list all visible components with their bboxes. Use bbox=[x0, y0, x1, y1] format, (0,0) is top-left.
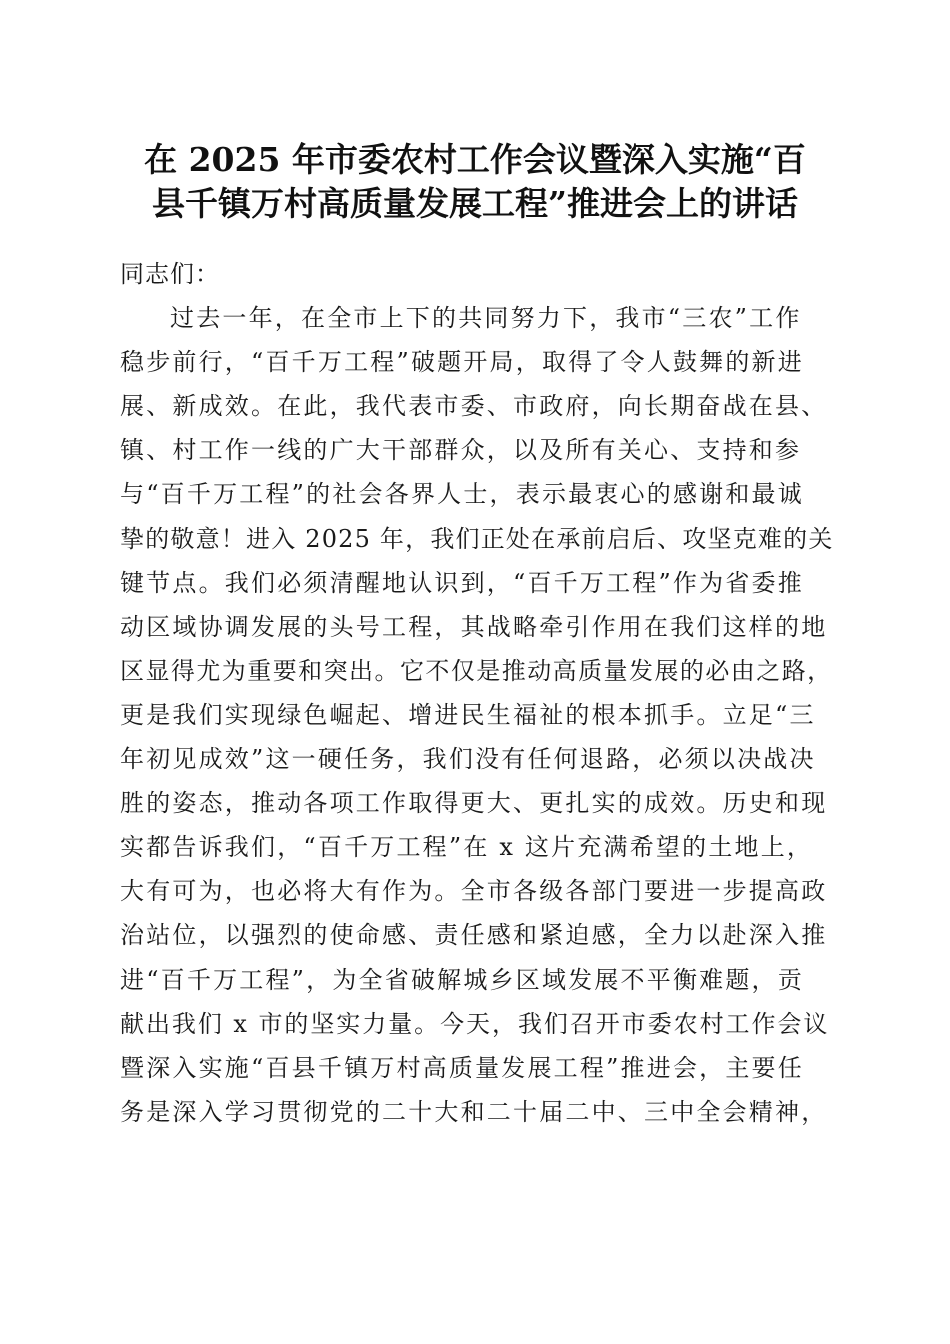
paragraph-line: 实都告诉我们，“百千万工程”在 x 这片充满希望的土地上， bbox=[120, 833, 814, 862]
paragraph-line: 胜的姿态，推动各项工作取得更大、更扎实的成效。历史和现 bbox=[120, 789, 828, 818]
document-title bbox=[100, 138, 850, 226]
paragraph-line: 与“百千万工程”的社会各界人士，表示最衷心的感谢和最诚 bbox=[120, 480, 804, 509]
paragraph-line: 治站位，以强烈的使命感、责任感和紧迫感，全力以赴深入推 bbox=[120, 921, 828, 950]
paragraph-line: 展、新成效。在此，我代表市委、市政府，向长期奋战在县、 bbox=[120, 392, 828, 421]
paragraph-line: 暨深入实施“百县千镇万村高质量发展工程”推进会，主要任 bbox=[120, 1053, 804, 1082]
paragraph-line: 务是深入学习贯彻党的二十大和二十届二中、三中全会精神， bbox=[120, 1097, 828, 1126]
paragraph-line: 动区域协调发展的头号工程，其战略牵引作用在我们这样的地 bbox=[120, 612, 828, 641]
paragraph-line: 镇、村工作一线的广大干部群众，以及所有关心、支持和参 bbox=[120, 436, 802, 465]
paragraph-line: 更是我们实现绿色崛起、增进民生福祉的根本抓手。立足“三 bbox=[120, 700, 816, 729]
paragraph-line: 键节点。我们必须清醒地认识到，“百千万工程”作为省委推 bbox=[120, 568, 804, 597]
title-line-1: 在 2025 年市委农村工作会议暨深入实施“百 bbox=[144, 140, 806, 179]
paragraph-line: 过去一年，在全市上下的共同努力下，我市“三农”工作 bbox=[170, 304, 802, 333]
paragraph-line: 稳步前行，“百千万工程”破题开局，取得了令人鼓舞的新进 bbox=[120, 348, 804, 377]
salutation: 同志们： bbox=[120, 260, 220, 288]
document-body bbox=[120, 252, 832, 1134]
paragraph-line: 区显得尤为重要和突出。它不仅是推动高质量发展的必由之路， bbox=[120, 656, 833, 685]
paragraph-line: 献出我们 x 市的坚实力量。今天，我们召开市委农村工作会议 bbox=[120, 1009, 830, 1038]
title-line-2: 县千镇万村高质量发展工程”推进会上的讲话 bbox=[152, 184, 798, 223]
paragraph-line: 年初见成效”这一硬任务，我们没有任何退路，必须以决战决 bbox=[120, 745, 816, 774]
paragraph-line: 大有可为，也必将大有作为。全市各级各部门要进一步提高政 bbox=[120, 877, 828, 906]
paragraph-line: 挚的敬意！进入 2025 年，我们正处在承前启后、攻坚克难的关 bbox=[120, 524, 834, 553]
paragraph-line: 进“百千万工程”，为全省破解城乡区域发展不平衡难题，贡 bbox=[120, 965, 804, 994]
